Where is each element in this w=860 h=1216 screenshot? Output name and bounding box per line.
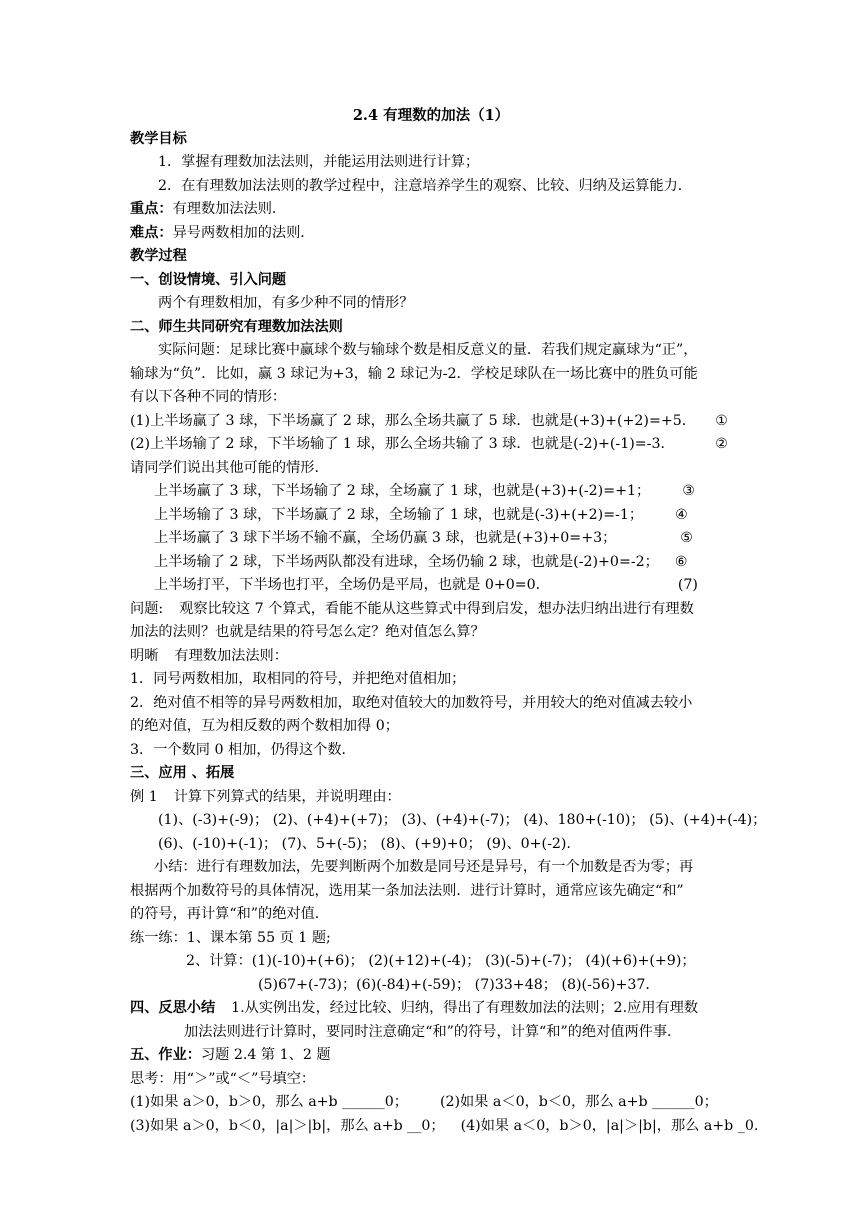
practice-1: 练一练：1、课本第 55 页 1 题;	[130, 929, 331, 946]
example-1-items-2: (6)、(-10)+(-1)； (7)、5+(-5)； (8)、(+9)+0； (9)、0+(-2).	[158, 835, 571, 852]
case-3	[130, 480, 732, 504]
example-1-label: 例 1	[130, 788, 158, 805]
summary-paragraph-1: 小结：进行有理数加法，先要判断两个加数是同号还是异号，有一个加数是否为零；再	[154, 859, 694, 875]
difficulty-label: 难点：	[130, 224, 173, 241]
case-5-number: ⑤	[680, 530, 694, 546]
difficulty-text: 异号两数相加的法则．	[172, 224, 315, 241]
ask-text: 请同学们说出其他可能的情形．	[130, 459, 329, 476]
goal-heading: 教学目标	[130, 130, 187, 147]
case-2-number: ②	[715, 436, 728, 452]
rule-1: 1．同号两数相加，取相同的符号，并把绝对值相加；	[130, 671, 466, 687]
key-point	[130, 198, 732, 222]
section-2-paragraph-1: 实际问题：足球比赛中赢球个数与输球个数是相反意义的量．若我们规定赢球为“正”，	[158, 342, 698, 358]
practice-2: 2、计算：(1)(-10)+(+6)； (2)(+12)+(-4)； (3)(-5)+(-7)； (4)(+6)+(+9)；	[186, 953, 696, 969]
think-text: 思考：用“＞”或“＜”号填空：	[130, 1070, 316, 1087]
example-1	[130, 786, 732, 810]
case-6-text: 上半场输了 2 球，下半场两队都没有进球，全场仍输 2 球，也就是(-2)+0=-2；	[154, 553, 659, 570]
example-1-text: 计算下列算式的结果，并说明理由：	[173, 788, 401, 805]
section-5-text: 习题 2.4 第 1、2 题	[200, 1047, 331, 1063]
case-3-number: ③	[682, 483, 695, 499]
key-text: 有理数加法法则．	[172, 201, 287, 217]
case-2	[130, 433, 732, 457]
think-1: (1)如果 a＞0，b＞0，那么 a+b ______0；	[130, 1094, 408, 1110]
key-label: 重点：	[130, 201, 173, 217]
case-4-number: ④	[675, 506, 688, 523]
goal-1: 1．掌握有理数加法法则，并能运用法则进行计算；	[158, 154, 480, 170]
case-4-text: 上半场输了 3 球，下半场赢了 2 球，全场输了 1 球，也就是(-3)+(+2)=-1；	[154, 506, 644, 523]
doc-title: 2.4 有理数的加法（1）	[352, 107, 510, 124]
case-7-text: 上半场打平，下半场也打平，全场仍是平局，也就是 0+0=0．	[154, 577, 550, 593]
goal-2: 2．在有理数加法法则的教学过程中，注意培养学生的观察、比较、归纳及运算能力．	[158, 177, 692, 194]
section-5	[130, 1044, 732, 1068]
case-1-text: (1)上半场赢了 3 球，下半场赢了 2 球，那么全场共赢了 5 球．也就是(+3)+(+2)=+5．	[130, 412, 696, 429]
case-6-number: ⑥	[674, 553, 688, 570]
rule-label: 明晰	[130, 647, 159, 664]
think-row-1	[130, 1091, 732, 1115]
case-7	[130, 574, 732, 598]
case-3-text: 上半场赢了 3 球，下半场输了 2 球，全场赢了 1 球，也就是(+3)+(-2)=+1；	[154, 483, 651, 499]
section-4-text-2: 加法法则进行计算时，要同时注意确定“和”的符号，计算“和”的绝对值两件事．	[184, 1023, 682, 1040]
summary-paragraph-3: 的符号，再计算“和”的绝对值．	[130, 906, 329, 922]
case-5-text: 上半场赢了 3 球下半场不输不赢，全场仍赢 3 球，也就是(+3)+0=+3；	[154, 530, 617, 546]
rule-2a: 2．绝对值不相等的异号两数相加，取绝对值较大的加数符号，并用较大的绝对值减去较小	[130, 694, 693, 711]
difficulty-point	[130, 222, 732, 246]
section-4	[130, 997, 732, 1021]
case-5	[130, 527, 732, 551]
section-3-heading: 三、应用 、拓展	[130, 765, 235, 781]
summary-paragraph-2: 根据两个加数符号的具体情况，选用某一条加法法则．进行计算时，通常应该先确定“和”	[130, 882, 684, 899]
document-page	[130, 104, 767, 1138]
think-2: (2)如果 a＜0，b＜0，那么 a+b ______0；	[439, 1094, 718, 1110]
rule-2b: 的绝对值，互为相反数的两个数相加得 0；	[130, 718, 399, 734]
think-4: (4)如果 a＜0，b＞0，|a|＞|b|，那么 a+b _0.	[460, 1117, 759, 1134]
case-4	[130, 504, 732, 528]
section-2-paragraph-2: 输球为“负”．比如，赢 3 球记为+3，输 2 球记为-2．学校足球队在一场比赛中的胜负可能	[130, 365, 698, 382]
case-2-text: (2)上半场输了 2 球，下半场输了 1 球，那么全场共输了 3 球．也就是(-2)+(-1)=-3．	[130, 436, 675, 452]
section-1-text: 两个有理数相加，有多少种不同的情形？	[158, 295, 414, 311]
question-line-2: 加法的法则？也就是结果的符号怎么定？绝对值怎么算？	[130, 624, 485, 640]
case-1	[130, 410, 732, 434]
case-7-number: (7)	[677, 577, 698, 593]
case-6	[130, 551, 732, 575]
section-4-heading: 四、反思小结	[130, 1000, 216, 1016]
process-heading: 教学过程	[130, 248, 187, 264]
rule-3: 3．一个数同 0 相加，仍得这个数．	[130, 741, 356, 758]
question-line-1	[130, 598, 732, 622]
question-text-1: 观察比较这 7 个算式，看能不能从这些算式中得到启发，想办法归纳出进行有理数	[179, 600, 694, 617]
section-1-heading: 一、创设情境、引入问题	[130, 271, 287, 288]
section-4-text-1: 1.从实例出发，经过比较、归纳，得出了有理数加法的法则；2.应用有理数	[231, 1000, 699, 1016]
rule-title-line	[130, 645, 732, 669]
case-1-number: ①	[715, 412, 728, 429]
section-2-paragraph-3: 有以下各种不同的情形：	[130, 389, 287, 405]
section-2-heading: 二、师生共同研究有理数加法法则	[130, 318, 343, 335]
practice-3: (5)67+(-73)；(6)(-84)+(-59)； (7)33+48； (8)(-56)+37．	[258, 976, 660, 993]
question-label: 问题:	[130, 600, 164, 617]
think-row-2	[130, 1115, 759, 1139]
section-5-heading: 五、作业：	[130, 1047, 201, 1063]
think-3: (3)如果 a＞0，b＜0，|a|＞|b|，那么 a+b __0；	[130, 1117, 445, 1134]
example-1-items-1: (1)、(-3)+(-9)； (2)、(+4)+(+7)； (3)、(+4)+(-7)； (4)、180+(-10)； (5)、(+4)+(-4)；	[158, 812, 767, 828]
rule-title: 有理数加法法则：	[174, 647, 288, 664]
